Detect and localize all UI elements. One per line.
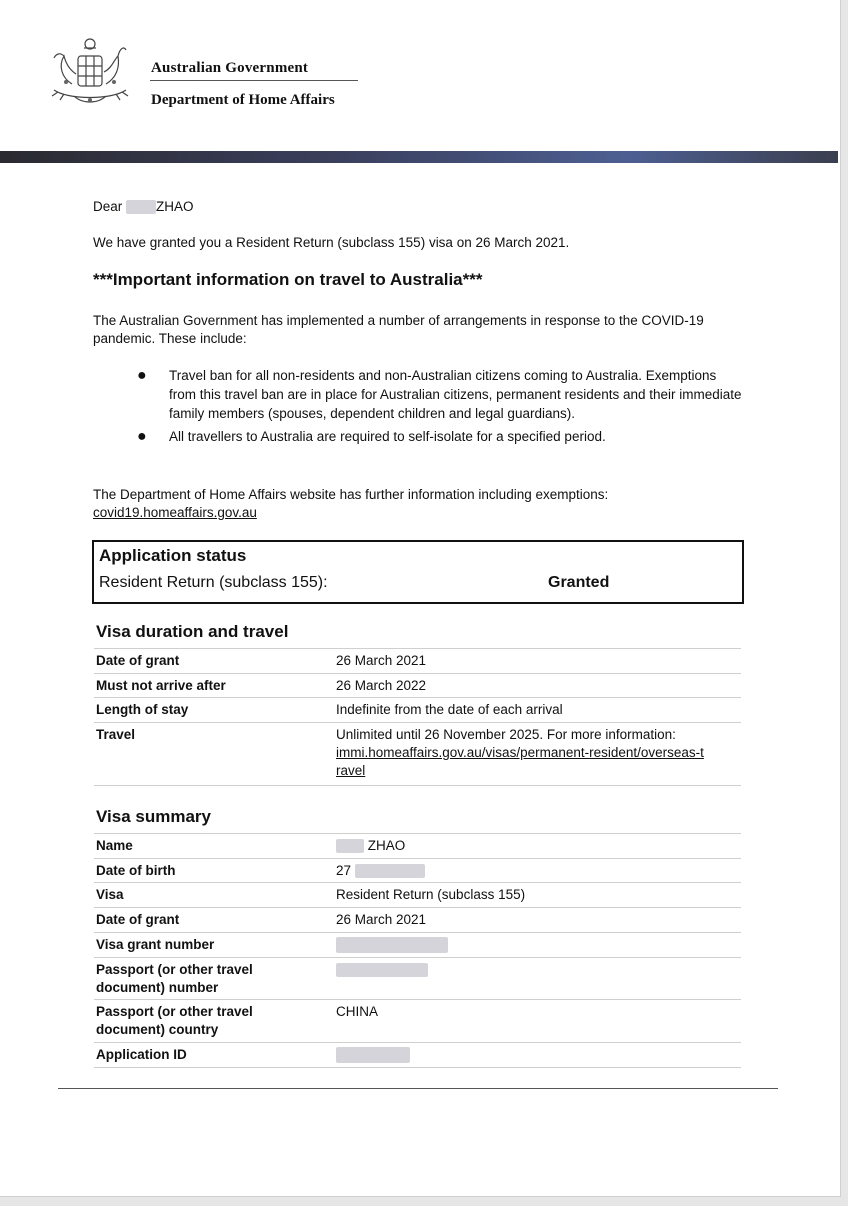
redacted-grant-number: [336, 937, 448, 953]
greeting: [93, 198, 194, 216]
row-key: Passport (or other travel document) country: [96, 1004, 253, 1037]
row-key: Travel: [96, 727, 136, 742]
name-value: ZHAO: [367, 838, 406, 853]
row-value: [336, 1046, 736, 1064]
row-key: Visa grant number: [96, 937, 215, 952]
row-value: 26 March 2022: [336, 678, 427, 693]
table-row: [94, 649, 741, 674]
redacted-passport-number: [336, 963, 428, 977]
table-row: [94, 723, 741, 786]
table-row: [94, 674, 741, 698]
table-row: [94, 908, 741, 933]
row-value: [336, 862, 736, 880]
row-key: Passport (or other travel document) number: [96, 962, 253, 995]
row-key: Length of stay: [96, 702, 189, 717]
application-status-label: Resident Return (subclass 155):: [99, 574, 328, 591]
covid-website-link[interactable]: covid19.homeaffairs.gov.au: [93, 505, 257, 520]
important-info-heading: ***Important information on travel to Australia***: [93, 270, 483, 289]
list-item-text: All travellers to Australia are required to self-isolate for a specified period.: [169, 429, 606, 444]
table-row: [94, 958, 741, 1000]
table-row: [94, 698, 741, 723]
travel-text: Unlimited until 26 November 2025. For more information:: [336, 727, 676, 742]
footer-divider: [58, 1088, 778, 1089]
row-value: 26 March 2021: [336, 912, 427, 927]
bullet-icon: ●: [137, 428, 147, 445]
row-key: Date of birth: [96, 863, 176, 878]
list-item-text: Travel ban for all non-residents and non-Australian citizens coming to Australia. Exemptions from this travel ban are in place for Australian citizens, permanent residents and their immediate family members (spouses, dependent children and legal guardians).: [169, 368, 742, 421]
row-key: Application ID: [96, 1047, 187, 1062]
redacted-dob: [355, 864, 425, 878]
redacted-given-name: [126, 200, 156, 214]
bullet-icon: ●: [137, 367, 147, 384]
department-title: Department of Home Affairs: [151, 92, 335, 108]
row-value: CHINA: [336, 1004, 379, 1019]
header-divider: [150, 80, 358, 81]
covid-arrangements-list: [93, 366, 743, 450]
table-row: [94, 1043, 741, 1068]
row-key: Visa: [96, 887, 124, 902]
dob-value: 27: [336, 863, 352, 878]
row-value: 26 March 2021: [336, 653, 427, 668]
row-value: Indefinite from the date of each arrival: [336, 702, 563, 717]
row-value: [336, 961, 736, 979]
visa-duration-title: Visa duration and travel: [96, 622, 289, 641]
list-item: [93, 427, 743, 446]
visa-summary-title: Visa summary: [96, 807, 211, 826]
row-value: [336, 726, 736, 780]
table-row: [94, 883, 741, 908]
greeting-prefix: Dear: [93, 199, 127, 214]
application-status-box: [92, 540, 744, 604]
list-item: [93, 366, 743, 423]
greeting-name: ZHAO: [156, 199, 194, 214]
grant-sentence: We have granted you a Resident Return (subclass 155) visa on 26 March 2021.: [93, 235, 570, 250]
row-key: Date of grant: [96, 912, 180, 927]
table-row: [94, 1000, 741, 1043]
row-key: Must not arrive after: [96, 678, 226, 693]
header-band: [0, 151, 838, 163]
website-paragraph: [93, 486, 743, 522]
row-value: [336, 936, 736, 954]
overseas-travel-link[interactable]: immi.homeaffairs.gov.au/visas/permanent-resident/overseas-travel: [336, 745, 704, 778]
coat-of-arms-icon: [44, 34, 136, 112]
row-value: [336, 837, 736, 855]
redacted-application-id: [336, 1047, 410, 1063]
government-title: Australian Government: [151, 60, 309, 76]
redacted-given-name: [336, 839, 364, 853]
table-row: [94, 834, 741, 859]
application-status-value: Granted: [548, 574, 610, 591]
row-key: Date of grant: [96, 653, 180, 668]
website-text: The Department of Home Affairs website has further information including exemptions:: [93, 487, 609, 502]
row-value: Resident Return (subclass 155): [336, 887, 526, 902]
table-row: [94, 859, 741, 883]
row-key: Name: [96, 838, 133, 853]
covid-intro-paragraph: The Australian Government has implemented a number of arrangements in response to the COVID-19 pandemic. These include:: [93, 313, 704, 346]
table-row: [94, 933, 741, 958]
application-status-title: Application status: [99, 546, 247, 565]
